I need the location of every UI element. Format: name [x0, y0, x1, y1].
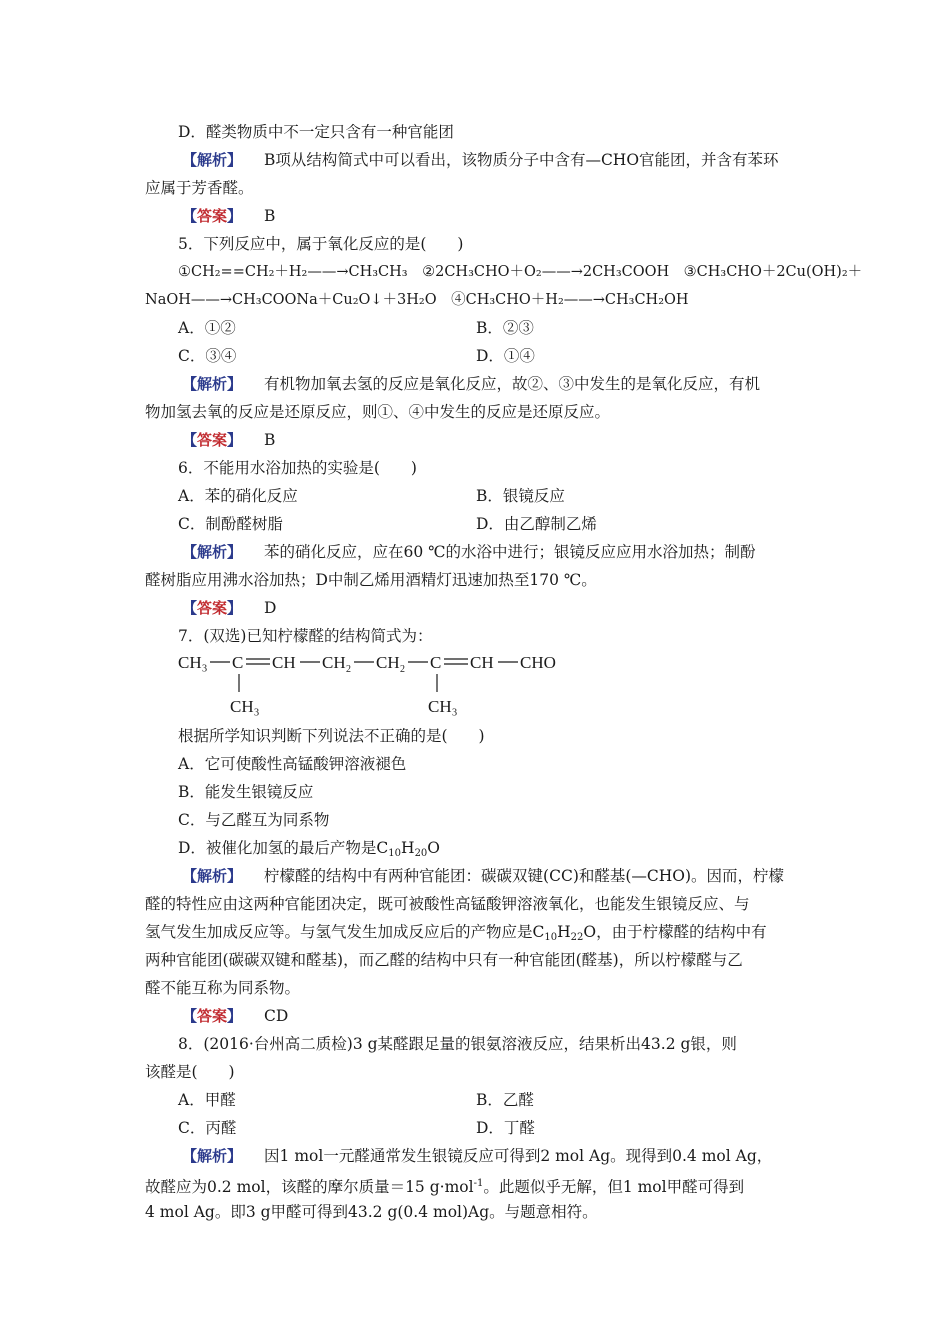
atom-ch2-5-sub: 2: [400, 664, 405, 675]
branch-ch3-1: CH₃: [230, 697, 260, 716]
q7-stem: 7．(双选)已知柠檬醛的结构简式为：: [178, 627, 433, 645]
q6-option-d: D．由乙醇制乙烯: [476, 515, 597, 533]
answer-tag: 【答案】: [182, 599, 243, 617]
analysis-tag: 【解析】: [182, 151, 243, 169]
q8-stem-1: 8．(2016·台州高二质检)3 g某醛跟足量的银氨溶液反应，结果析出43.2 g银，则: [178, 1035, 737, 1053]
branch-ch3-2: CH₃: [428, 697, 458, 716]
answer-tag: 【答案】: [182, 207, 243, 225]
q7-option-b: B．能发生银镜反应: [178, 783, 314, 801]
q4-answer-line: 【答案】 B: [182, 207, 276, 225]
q4-analysis-cont: 应属于芳香醛。: [145, 179, 254, 197]
q5-reactions-2: NaOH——→CH₃COONa＋Cu₂O↓＋3H₂O ④CH₃CHO＋H₂——→CH₃CH₂OH: [145, 292, 689, 308]
q7-judge: 根据所学知识判断下列说法不正确的是( ): [178, 727, 485, 745]
answer-tag: 【答案】: [182, 1007, 243, 1025]
analysis-tag: 【解析】: [182, 867, 243, 885]
analysis-tag: 【解析】: [182, 375, 243, 393]
q5-option-d: D．①④: [476, 347, 535, 365]
q8-analysis-cont-1: 故醛应为0.2 mol，该醛的摩尔质量＝15 g·mol$^{-1}$。此题似乎无解，但1 mol甲醛可得到: [145, 1178, 745, 1196]
q7-option-d: D．被催化加氢的最后产物是$C_{10}H_{20}O$: [178, 839, 441, 859]
q6-analysis-line: 【解析】 苯的硝化反应，应在60 ℃的水浴中进行；银镜反应应用水浴加热；制酚: [182, 543, 756, 561]
q8-option-a: A．甲醛: [178, 1091, 236, 1109]
q5-reactions-1: ①CH₂==CH₂＋H₂——→CH₃CH₃ ②2CH₃CHO＋O₂——→2CH₃COOH ③CH₃CHO＋2Cu(OH)₂＋: [178, 264, 863, 280]
q7-option-c: C．与乙醛互为同系物: [178, 811, 330, 829]
q6-option-b: B．银镜反应: [476, 487, 565, 505]
q7-analysis-line: 【解析】 柠檬醛的结构中有两种官能团：碳碳双键(CC)和醛基(—CHO)。因而，柠檬: [182, 867, 785, 885]
q5-answer-line: 【答案】 B: [182, 431, 276, 449]
q7-analysis-cont-2: 氢气发生加成反应等。与氢气发生加成反应后的产物应是$C_{10}H_{22}O$，由于柠檬醛的结构中有: [145, 923, 767, 943]
analysis-tag: 【解析】: [182, 543, 243, 561]
q5-option-a: A．①②: [178, 319, 236, 337]
analysis-tag: 【解析】: [182, 1147, 243, 1165]
atom-c-2: C: [232, 653, 244, 672]
atom-ch-7: CH: [470, 653, 494, 672]
q7-analysis-cont-4: 醛不能互称为同系物。: [145, 979, 301, 997]
q8-option-c: C．丙醛: [178, 1119, 237, 1137]
q8-stem-2: 该醛是( ): [145, 1063, 235, 1081]
q5-analysis-cont: 物加氢去氧的反应是还原反应，则①、④中发生的反应是还原反应。: [145, 403, 611, 421]
atom-ch2-5: CH: [376, 653, 400, 672]
q8-option-d: D．丁醛: [476, 1119, 535, 1137]
q6-answer-line: 【答案】 D: [182, 599, 277, 617]
q7-option-a: A．它可使酸性高锰酸钾溶液褪色: [178, 755, 407, 773]
atom-cho-8: CHO: [520, 653, 556, 672]
atom-ch2-4-sub: 2: [346, 664, 351, 675]
q8-option-b: B．乙醛: [476, 1091, 534, 1109]
q5-analysis-line: 【解析】 有机物加氧去氢的反应是氧化反应，故②、③中发生的是氧化反应，有机: [182, 375, 761, 393]
q4-option-d: D．醛类物质中不一定只含有一种官能团: [178, 123, 454, 141]
q8-analysis-cont-2: 4 mol Ag。即3 g甲醛可得到43.2 g(0.4 mol)Ag。与题意相符。: [145, 1203, 598, 1221]
q7-analysis-cont-1: 醛的特性应由这两种官能团决定，既可被酸性高锰酸钾溶液氧化，也能发生银镜反应、与: [145, 895, 750, 913]
atom-ch3-1: CH₃: [178, 653, 208, 672]
q7-analysis-cont-3: 两种官能团(碳碳双键和醛基)，而乙醛的结构中只有一种官能团(醛基)，所以柠檬醛与乙: [145, 951, 743, 969]
citral-structure-formula: [178, 648, 598, 720]
q6-option-c: C．制酚醛树脂: [178, 515, 283, 533]
q5-option-b: B．②③: [476, 319, 534, 337]
atom-c-6: C: [430, 653, 442, 672]
atom-ch-3: CH: [272, 653, 296, 672]
q5-option-c: C．③④: [178, 347, 237, 365]
q6-analysis-cont: 醛树脂应用沸水浴加热；D中制乙烯用酒精灯迅速加热至170 ℃。: [145, 571, 597, 589]
q4-analysis-line: 【解析】 B项从结构简式中可以看出，该物质分子中含有—CHO官能团，并含有苯环: [182, 151, 779, 169]
q6-stem: 6．不能用水浴加热的实验是( ): [178, 459, 417, 477]
q6-option-a: A．苯的硝化反应: [178, 487, 298, 505]
atom-ch2-4: CH: [322, 653, 346, 672]
answer-tag: 【答案】: [182, 431, 243, 449]
q7-answer-line: 【答案】 CD: [182, 1007, 289, 1025]
q8-analysis-line: 【解析】 因1 mol一元醛通常发生银镜反应可得到2 mol Ag。现得到0.4 mol Ag，: [182, 1147, 773, 1165]
q5-stem: 5．下列反应中，属于氧化反应的是( ): [178, 235, 464, 253]
